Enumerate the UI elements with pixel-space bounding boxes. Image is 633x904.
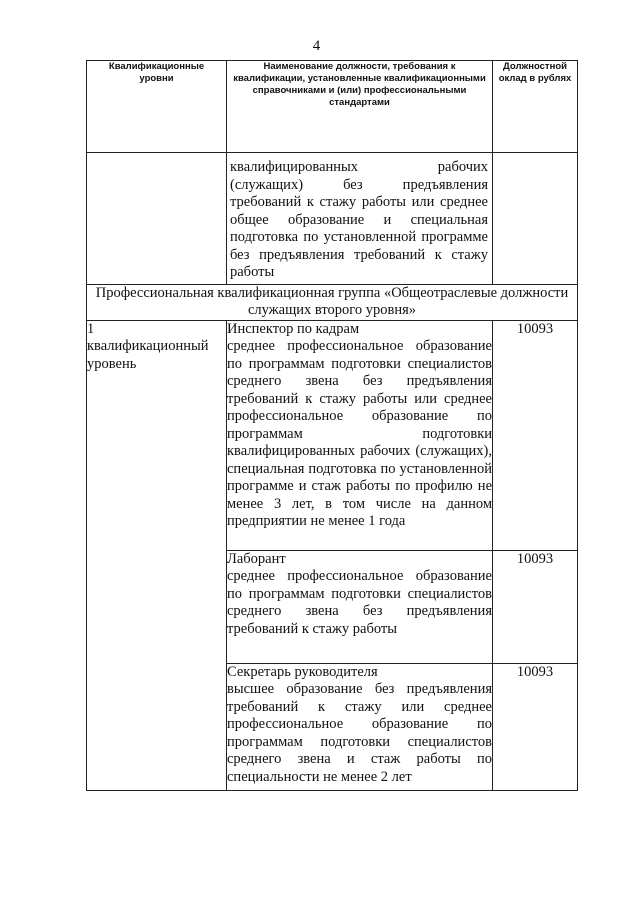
position-requirements: высшее образование без предъявления требований к стажу или среднее профессиональное образование по программам подготовки специалистов среднего звена и стаж работы по специальности не менее 2 лет	[227, 681, 492, 785]
table-header-row	[87, 61, 578, 153]
position-requirements: среднее профессиональное образование по программам подготовки специалистов среднего звена без предъявления требований к стажу работы или среднее профессиональное образование по программам подготовки квалифицированных рабочих (служащих), специальная подготовка по установленной программе и стаж работы по профилю не менее 3 лет, в том числе на данном предприятии не менее 1 года	[227, 338, 492, 529]
level-cell	[87, 320, 227, 790]
group-title: Профессиональная квалификационная группа «Общеотраслевые должности служащих второго уровня»	[87, 284, 578, 320]
position-title: Секретарь руководителя	[227, 663, 378, 680]
table-row	[87, 320, 578, 550]
group-row	[87, 284, 578, 320]
page-number: 4	[312, 38, 321, 54]
position-cell	[227, 663, 493, 790]
header-salary-label: Должностной оклад в рублях	[498, 61, 572, 84]
level-name: квалификационный уровень	[87, 338, 209, 372]
header-salary	[493, 61, 578, 153]
qualification-table	[86, 60, 578, 791]
empty-cell	[87, 153, 227, 285]
position-title: Инспектор по кадрам	[227, 320, 360, 337]
level-number: 1	[87, 320, 95, 337]
empty-cell	[493, 153, 578, 285]
salary-cell: 10093	[493, 320, 578, 550]
header-positions-label: Наименование должности, требования к квалификации, установленные квалификационными справочниками и (или) профессиональными стандартами	[233, 61, 486, 108]
position-title: Лаборант	[227, 550, 286, 567]
position-requirements: среднее профессиональное образование по программам подготовки специалистов среднего звена без предъявления требований к стажу работы	[227, 568, 492, 637]
salary-cell: 10093	[493, 550, 578, 663]
table-row	[87, 153, 578, 285]
salary-cell: 10093	[493, 663, 578, 790]
header-positions	[227, 61, 493, 153]
header-levels-label: Квалификационные уровни	[108, 61, 205, 84]
continuation-cell	[227, 153, 493, 285]
position-cell	[227, 320, 493, 550]
header-levels	[87, 61, 227, 153]
position-cell	[227, 550, 493, 663]
continuation-text: квалифицированных рабочих (служащих) без предъявления требований к стажу работы или среднее общее образование и специальная подготовка по установленной программе без предъявления требований к стажу работы	[230, 159, 488, 280]
